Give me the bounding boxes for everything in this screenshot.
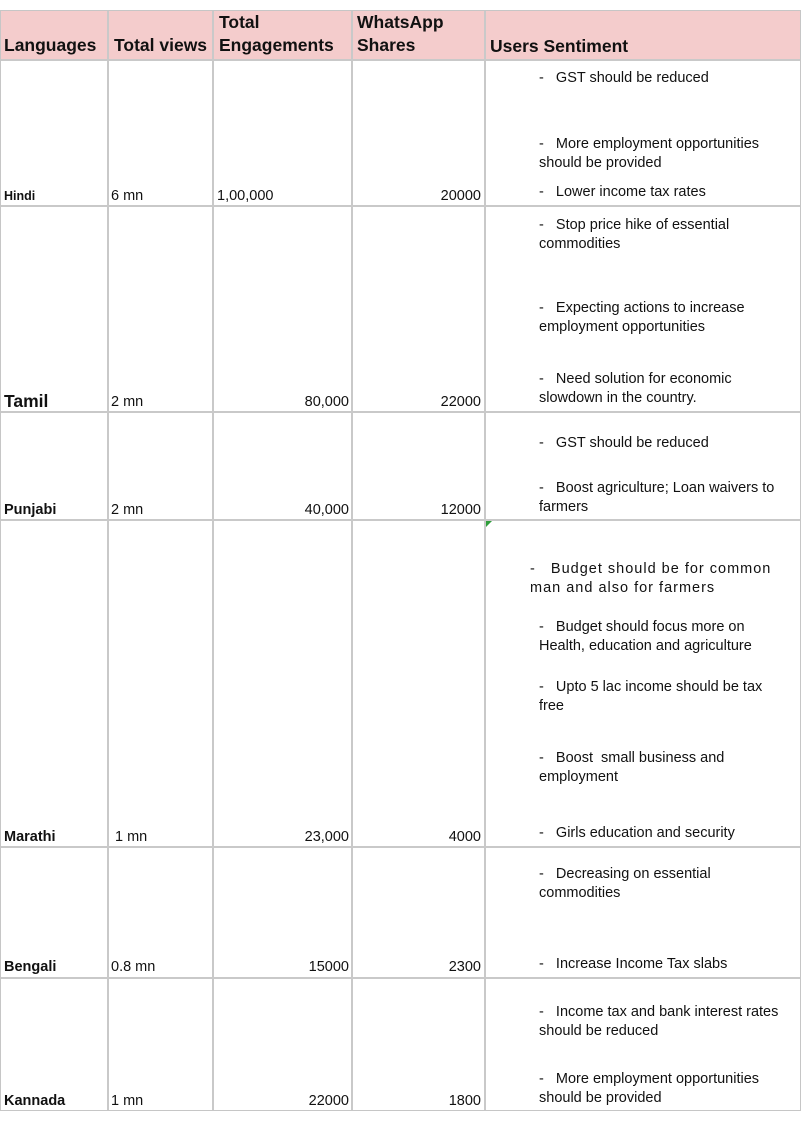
cell-sentiment-item: - Budget should be for common man and also for farmers xyxy=(530,561,772,596)
cell-shares-tamil: 22000 xyxy=(440,394,481,410)
row-divider xyxy=(1,411,800,413)
cell-views-bengali: 0.8 mn xyxy=(111,959,156,975)
cell-language-hindi: Hindi xyxy=(4,189,36,203)
cell-sentiment-item: - GST should be reduced xyxy=(539,70,709,86)
cell-engagements-punjabi: 40,000 xyxy=(304,502,349,518)
cell-views-marathi: 1 mn xyxy=(115,829,148,845)
cell-engagements-marathi: 23,000 xyxy=(304,829,349,845)
cell-sentiment-item: - GST should be reduced xyxy=(539,435,709,451)
row-divider xyxy=(1,846,800,848)
cell-sentiment-item: - Income tax and bank interest rates should be reduced xyxy=(539,1004,779,1039)
cell-sentiment-item: - Lower income tax rates xyxy=(539,184,706,200)
cell-sentiment-item: - Stop price hike of essential commodities xyxy=(539,217,730,252)
cell-language-bengali: Bengali xyxy=(4,959,57,975)
cell-sentiment-item: - Boost agriculture; Loan waivers to farmers xyxy=(539,480,775,515)
cell-sentiment-item: - More employment opportunities should be provided xyxy=(539,1071,760,1106)
cell-sentiment-item: - Boost small business and employment xyxy=(539,750,725,785)
cell-views-hindi: 6 mn xyxy=(111,188,144,204)
cell-sentiment-item: - Expecting actions to increase employment opportunities xyxy=(539,300,745,335)
cell-language-marathi: Marathi xyxy=(4,829,56,845)
cell-sentiment-item: - More employment opportunities should be provided xyxy=(539,136,760,171)
header-sentiment: Users Sentiment xyxy=(490,36,629,56)
header-engagements-line1: Total xyxy=(219,12,260,32)
cell-engagements-hindi: 1,00,000 xyxy=(217,188,274,204)
column-divider xyxy=(107,11,109,1110)
row-divider xyxy=(1,205,800,207)
cell-shares-bengali: 2300 xyxy=(448,959,481,975)
cell-views-kannada: 1 mn xyxy=(111,1093,144,1109)
cell-comment-marker xyxy=(486,521,492,527)
row-divider xyxy=(1,519,800,521)
cell-engagements-bengali: 15000 xyxy=(308,959,349,975)
header-row xyxy=(1,11,800,59)
cell-sentiment-item: - Girls education and security xyxy=(539,825,735,841)
cell-views-tamil: 2 mn xyxy=(111,394,144,410)
cell-engagements-tamil: 80,000 xyxy=(304,394,349,410)
header-shares-line2: Shares xyxy=(357,35,416,55)
cell-shares-hindi: 20000 xyxy=(440,188,481,204)
cell-shares-kannada: 1800 xyxy=(448,1093,481,1109)
row-divider xyxy=(1,59,800,61)
header-engagements-line2: Engagements xyxy=(219,35,334,55)
column-divider xyxy=(351,11,353,1110)
header-shares-line1: WhatsApp xyxy=(357,12,444,32)
cell-views-punjabi: 2 mn xyxy=(111,502,144,518)
row-divider xyxy=(1,977,800,979)
cell-language-punjabi: Punjabi xyxy=(4,502,57,518)
header-languages: Languages xyxy=(4,35,97,55)
cell-sentiment-item: - Need solution for economic slowdown in the country. xyxy=(539,371,732,406)
cell-language-kannada: Kannada xyxy=(4,1093,66,1109)
cell-language-tamil: Tamil xyxy=(4,391,49,411)
cell-sentiment-item: - Budget should focus more on Health, education and agriculture xyxy=(539,619,752,654)
spreadsheet-table xyxy=(0,10,801,1111)
column-divider xyxy=(212,11,214,1110)
cell-shares-punjabi: 12000 xyxy=(440,502,481,518)
header-total-views: Total views xyxy=(114,35,208,55)
cell-sentiment-item: - Increase Income Tax slabs xyxy=(539,956,728,972)
cell-sentiment-item: - Decreasing on essential commodities xyxy=(539,866,711,901)
column-divider xyxy=(484,11,486,1110)
cell-engagements-kannada: 22000 xyxy=(308,1093,349,1109)
cell-shares-marathi: 4000 xyxy=(448,829,481,845)
cell-sentiment-item: - Upto 5 lac income should be tax free xyxy=(539,679,763,714)
